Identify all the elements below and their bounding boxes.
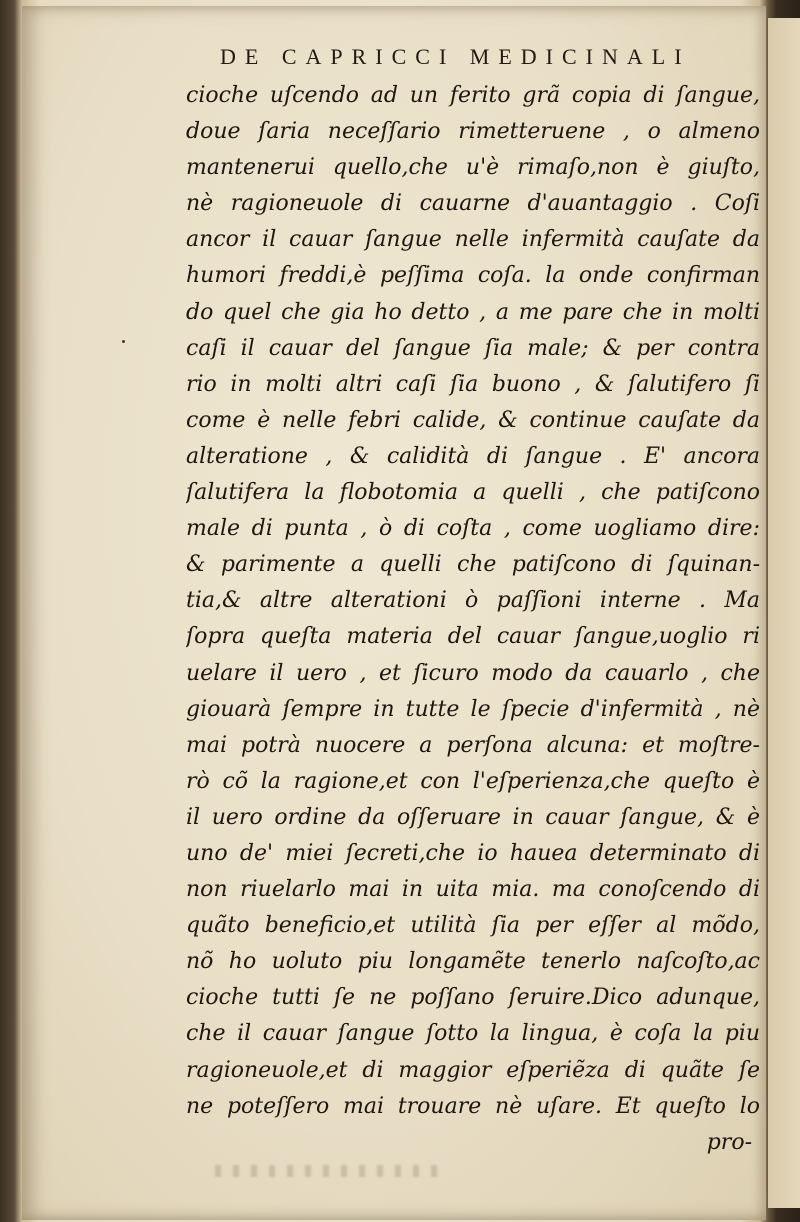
bleed-through-smudge: [215, 1165, 445, 1177]
text-line: uelare il uero , et ſicuro modo da cauarlo , che: [186, 660, 760, 686]
text-line: mai potrà nuocere a perſona alcuna: et moſtre-: [186, 732, 760, 758]
running-head: DE CAPRICCI MEDICINALI: [220, 44, 691, 69]
text-line: non riuelarlo mai in uita mia. ma conoſcendo di: [186, 877, 760, 903]
text-line: do quel che gia ho detto , a me pare che in molti: [186, 299, 760, 325]
text-line: male di punta , ò di coſta , come uogliamo dire:: [186, 516, 760, 542]
text-line: giouarà ſempre in tutte le ſpecie d'infermità , nè: [186, 696, 760, 722]
text-line: che il cauar ſangue ſotto la lingua, è coſa la piu: [186, 1021, 760, 1047]
text-line: ſalutifera la flobotomia a quelli , che patiſcono: [186, 480, 760, 506]
body-text: [186, 78, 760, 1161]
text-line: uno de' miei ſecreti,che io haueа determinato di: [186, 840, 760, 866]
text-line: & parimente a quelli che patiſcono di ſquinan-: [186, 552, 760, 578]
text-line: nõ ho uoluto piu longamẽte tenerlo naſcoſto,ac: [186, 949, 760, 975]
text-line: tia,& altre alterationi ò paſſioni interne . Ma: [186, 588, 760, 614]
text-line: ragioneuole,et di maggior eſperiẽza di quãte ſe: [186, 1057, 760, 1083]
text-line: humori freddi,è peſſima coſa. la onde confirman: [186, 263, 760, 289]
facing-page-edge: [768, 18, 800, 1208]
text-line: mantenerui quello,che u'è rimaſo,non è giuſto,: [186, 155, 760, 181]
text-line: nè ragioneuole di cauarne d'auantaggio . Coſi: [186, 191, 760, 217]
text-line: rio in molti altri caſi ſia buono , & ſalutifero ſi: [186, 371, 760, 397]
text-line: ancor il cauar ſangue nelle infermità cauſate da: [186, 227, 760, 253]
margin-mark: [122, 340, 125, 343]
text-line: cioche tutti ſe ne poſſano ſeruire.Dico adunque,: [186, 985, 760, 1011]
text-line: cioche uſcendo ad un ferito grã copia di ſangue,: [186, 83, 760, 108]
text-line: rò cõ la ragione,et con l'eſperienza,che queſto è: [186, 768, 760, 794]
text-line: caſi il cauar del ſangue ſia male; & per contra: [186, 335, 760, 361]
text-line: quãto beneficio,et utilità ſia per eſſer al mõdo,: [186, 913, 760, 939]
text-line: doue ſaria neceſſario rimetteruene , o almeno: [186, 119, 760, 145]
text-line: ne poteſſero mai trouare nè uſare. Et queſto lo: [186, 1093, 760, 1119]
text-line: alteratione , & calidità di ſangue . E' ancora: [186, 443, 760, 469]
text-line: come è nelle febri calide, & continue cauſate da: [186, 407, 760, 433]
text-line: ſopra queſta materia del cauar ſangue,uoglio ri: [186, 624, 760, 650]
text-line: il uero ordine da oſſeruare in cauar ſangue, & è: [186, 804, 760, 830]
catchword: pro-: [706, 1129, 752, 1155]
